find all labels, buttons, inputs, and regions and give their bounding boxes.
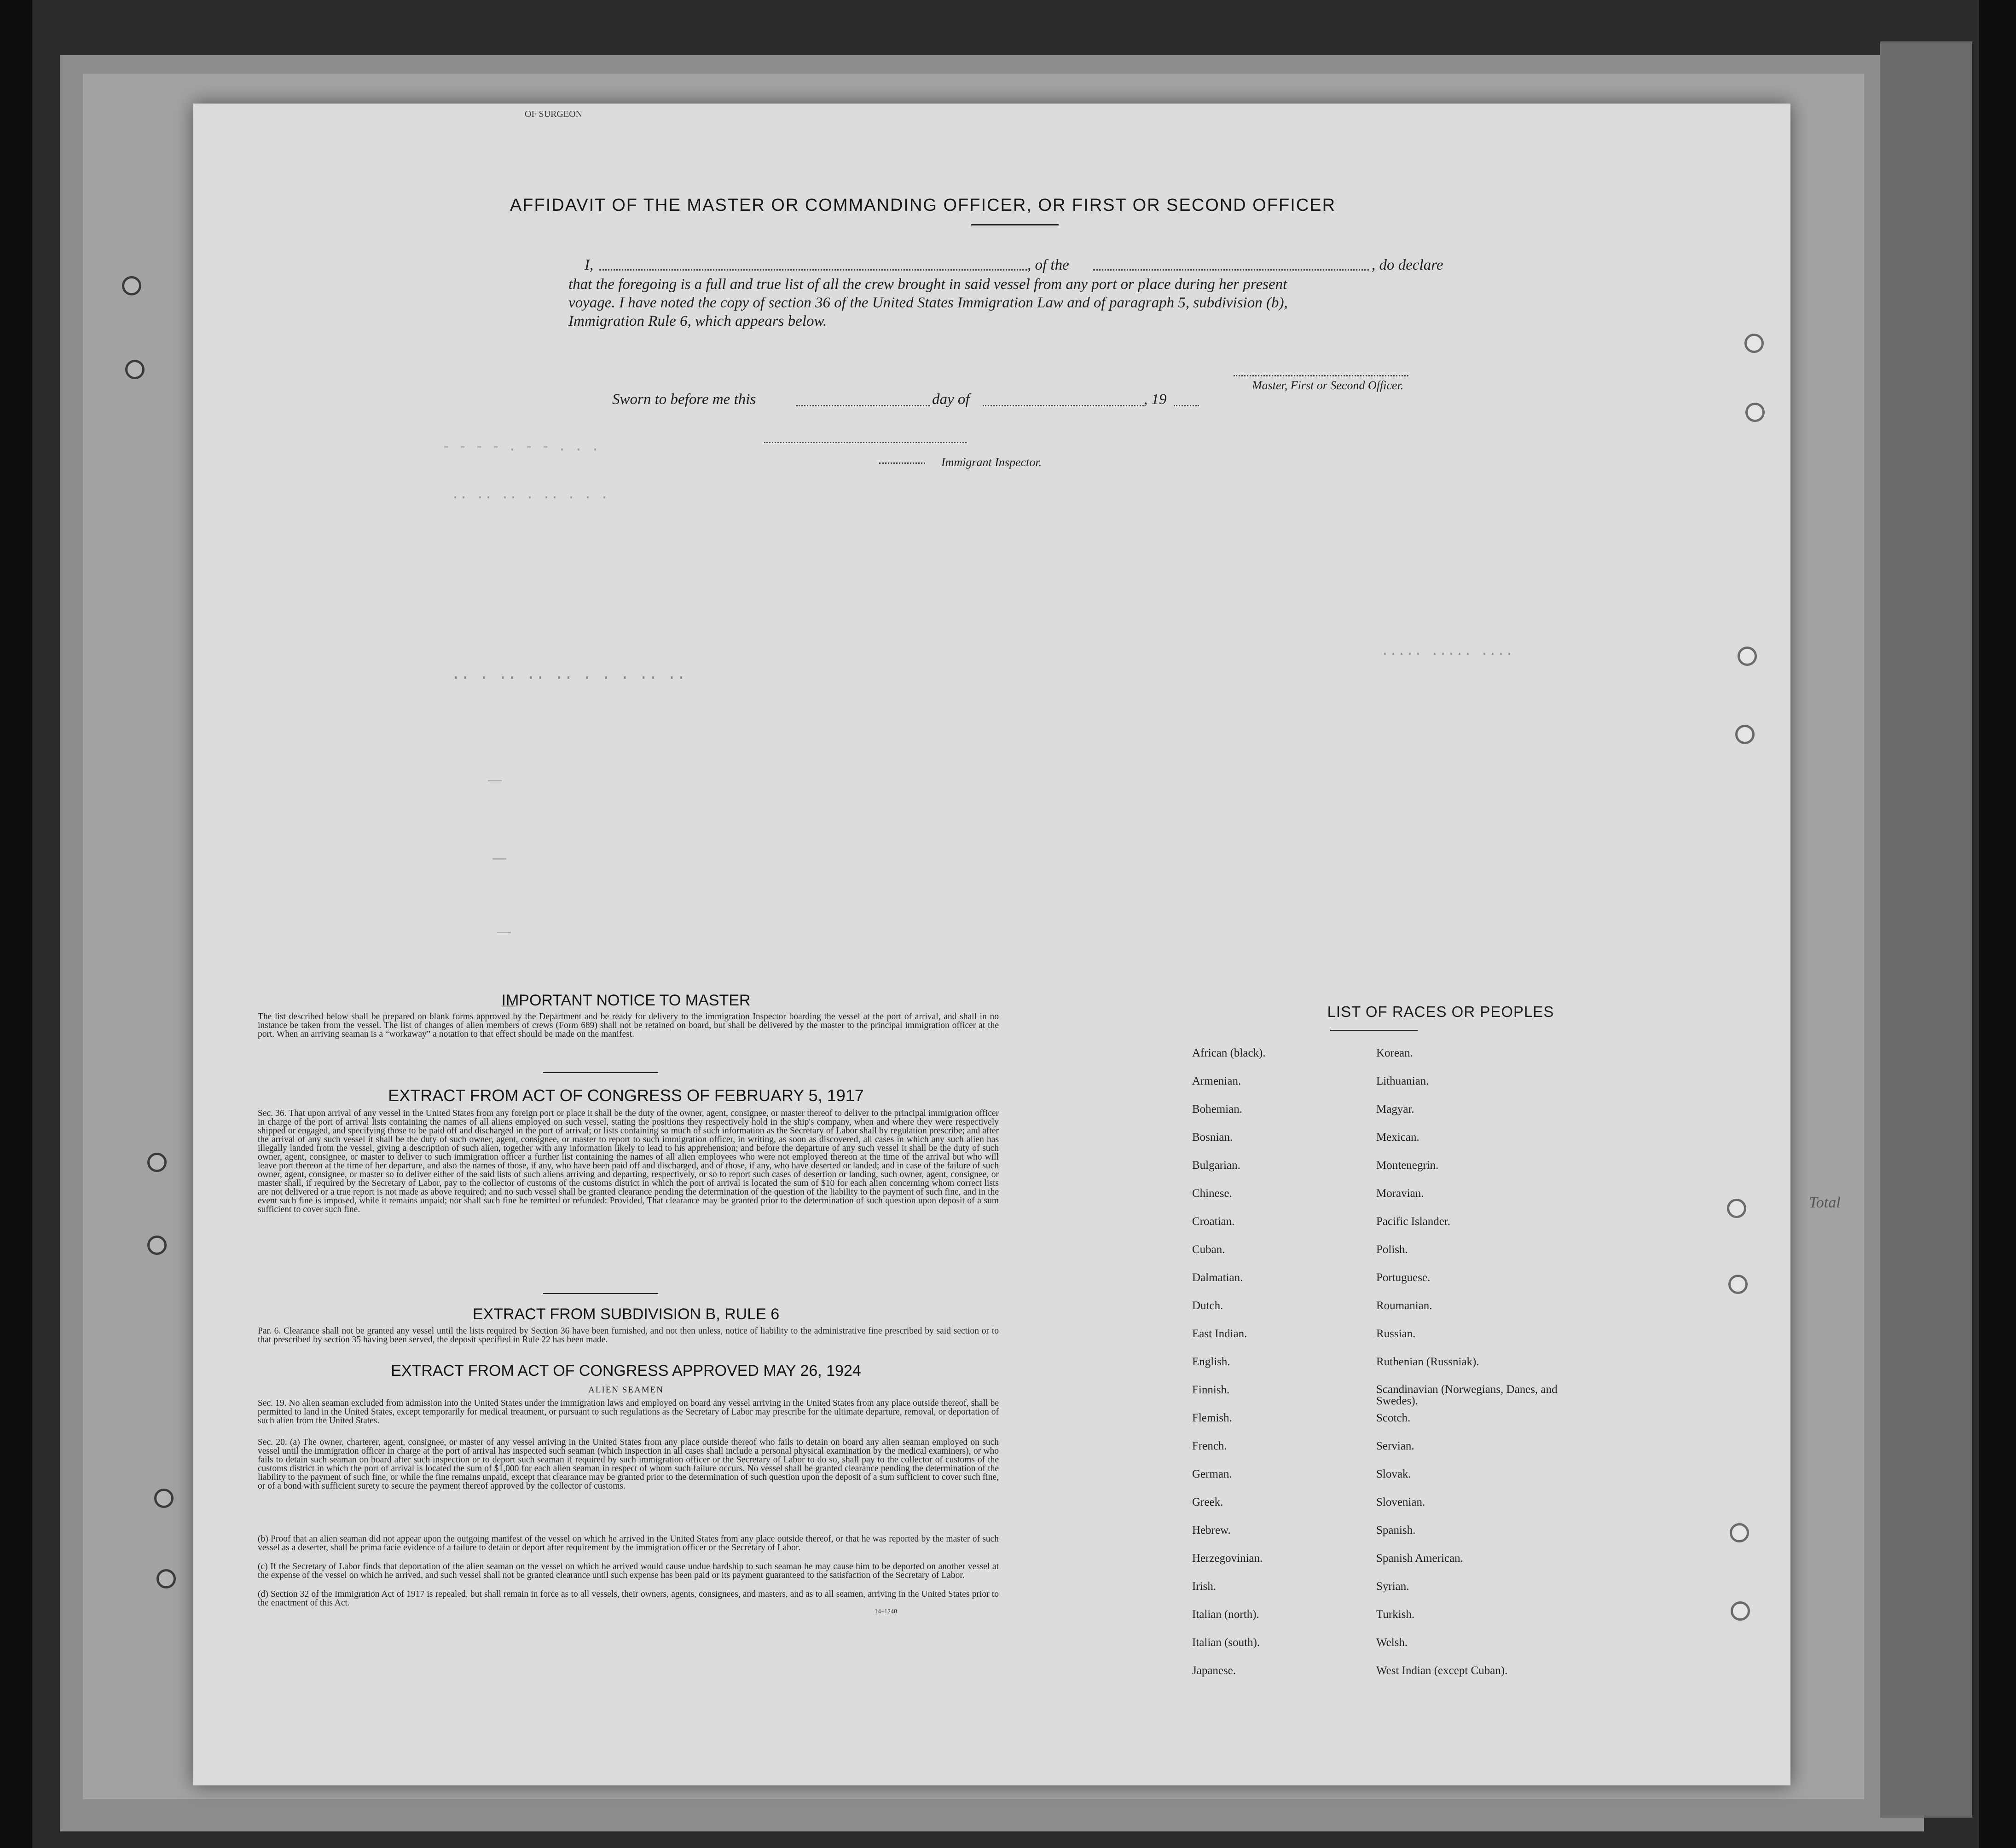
race-item: Slovak. <box>1376 1468 1411 1480</box>
race-item: Armenian. <box>1192 1075 1241 1087</box>
race-item: Irish. <box>1192 1580 1217 1593</box>
race-item: Polish. <box>1376 1243 1408 1256</box>
race-item: West Indian (except Cuban). <box>1376 1664 1508 1677</box>
name-field[interactable] <box>599 269 1027 271</box>
right-page-edge <box>1880 41 1972 1818</box>
section-divider <box>543 1293 658 1294</box>
affidavit-i-label: I, <box>585 257 594 273</box>
page-hole <box>1730 1523 1749 1542</box>
race-item: English. <box>1192 1356 1230 1368</box>
top-edge-text: OF SURGEON <box>525 109 583 119</box>
bleed-through-mark <box>497 932 511 933</box>
race-item: Spanish American. <box>1376 1552 1463 1565</box>
sworn-label: Sworn to before me this <box>612 391 756 408</box>
race-item: Syrian. <box>1376 1580 1409 1593</box>
race-item: Italian (south). <box>1192 1636 1260 1649</box>
race-item: Roumanian. <box>1376 1299 1432 1312</box>
race-item: Japanese. <box>1192 1664 1236 1677</box>
race-item: Mexican. <box>1376 1131 1419 1143</box>
binder-hole <box>125 360 145 379</box>
race-item: Herzegovinian. <box>1192 1552 1263 1565</box>
subdivision-text: Par. 6. Clearance shall not be granted any vessel until the lists required by Section 36 have been furnished, and not then unless, notice of liability to the administrative fine prescribed by said section or to that prescribed by section 35 having been served, the deposit specified in Rule 22 has been made. <box>258 1326 999 1345</box>
race-item: Bosnian. <box>1192 1131 1233 1143</box>
section-20b-text: (b) Proof that an alien seaman did not appear upon the outgoing manifest of the vessel on which he arrived in the United States from any place outside thereof, or that he was reported by the master of such vessel as a deserter, shall be prima facie evidence of a failure to detain or deport after requirement by the immigration officer or the Secretary of Labor. <box>258 1534 999 1553</box>
inspector-label: Immigrant Inspector. <box>941 456 1042 469</box>
race-item: Croatian. <box>1192 1215 1235 1228</box>
sworn-year-field[interactable] <box>1174 405 1199 406</box>
affidavit-line-2: that the foregoing is a full and true list of all the crew brought in said vessel from any port or place during her present <box>568 276 1287 293</box>
race-item: Scotch. <box>1376 1412 1411 1424</box>
notice-title: IMPORTANT NOTICE TO MASTER <box>501 992 751 1009</box>
binder-hole <box>147 1153 167 1172</box>
page-hole <box>1728 1275 1748 1294</box>
master-signature-line[interactable] <box>1234 375 1408 376</box>
bleed-through-mark: - - - - . - - . . . <box>442 439 600 455</box>
section-20d-text: (d) Section 32 of the Immigration Act of 1917 is repealed, but shall remain in force as to all vessels, their owners, agents, consignees, and masters, and as to all seamen, arriving in the United States prior to the enactment of this Act. <box>258 1589 999 1608</box>
form-number: 14–1240 <box>875 1608 897 1615</box>
notice-text: The list described below shall be prepared on blank forms approved by the Department and be ready for delivery to the immigration Inspector boarding the vessel at the port of arrival, and shall in no instance be taken from the vessel. The list of changes of alien members of crews (Form 689) shall not be retained on board, but shall be delivered by the master to the principal immigration officer at the port. When an arriving seaman is a “workaway” a notation to that effect should be made on the manifest. <box>258 1012 999 1039</box>
race-item: Korean. <box>1376 1047 1413 1059</box>
section-19-text: Sec. 19. No alien seaman excluded from admission into the United States under the immigration laws and employed on board any vessel arriving in the United States from any place outside thereof, shall be permitted to land in the United States, except temporarily for medical treatment, or pursuant to such regulations as the Secretary of Labor may prescribe for the ultimate departure, removal, or deportation of such alien from the United States. <box>258 1398 999 1426</box>
affidavit-line-4: Immigration Rule 6, which appears below. <box>568 313 827 329</box>
page-hole <box>1738 647 1757 666</box>
race-item: Pacific Islander. <box>1376 1215 1451 1228</box>
master-signature-label: Master, First or Second Officer. <box>1252 379 1404 392</box>
inspector-signature-line[interactable] <box>764 442 967 443</box>
race-item: Cuban. <box>1192 1243 1225 1256</box>
alien-seamen-subtitle: ALIEN SEAMEN <box>588 1385 664 1395</box>
race-item: German. <box>1192 1468 1232 1480</box>
subdivision-title: EXTRACT FROM SUBDIVISION B, RULE 6 <box>472 1305 780 1323</box>
section-divider <box>543 1072 658 1073</box>
do-declare-label: , do declare <box>1372 257 1443 273</box>
page-hole <box>1731 1601 1750 1621</box>
extract-1917-text: Sec. 36. That upon arrival of any vessel in the United States from any foreign port or place it shall be the duty of the owner, agent, consignee, or master thereof to deliver to the principal immigration officer in charge of the port of arrival lists containing the names of all aliens employed on such vessel, stating the positions they respectively hold in the ship's company, when and where they were respectively shipped or engaged, and specifying those to be paid off and discharged in the port of arrival; or lists containing so much of such information as the Secretary of Labor shall by regulation prescribe; and after the arrival of any such vessel it shall be the duty of such owner, agent, consignee, or master to report to such immigration officer, in writing, as soon as discovered, all cases in which any such alien has illegally landed from the vessel, giving a description of such alien, together with any information likely to lead to his apprehension; and before the departure of any such vessel it shall be the duty of such owner, agent, consignee, or master to deliver to such immigration officer a further list containing the names of all alien employees who were not employed thereon at the time of the arrival but who will leave port thereon at the time of her departure, and also the names of those, if any, who have been paid off and discharged, and of those, if any, who have deserted or landed; and in case of the failure of such owner, agent, consignee, or master so to deliver either of the said lists of such aliens arriving and departing, respectively, or so to report such cases of desertion or landing, such owner, agent, consignee, or master shall, if required by the Secretary of Labor, pay to the collector of customs of the customs district in which the port of arrival is located the sum of $10 for each alien concerning whom correct lists are not delivered or a true report is not made as above required; and no such vessel shall be granted clearance pending the determination of the question of the liability to the payment of such fine, and in the event such fine is imposed, while it remains unpaid; nor shall such fine be remitted or refunded: Provided, That clearance may be granted prior to the determination of such question upon deposit of a sum sufficient to cover such fine. <box>258 1109 999 1214</box>
page-hole <box>1727 1199 1746 1218</box>
race-item: Hebrew. <box>1192 1524 1231 1536</box>
sworn-day-field[interactable] <box>796 405 930 406</box>
bleed-through-mark <box>492 858 506 860</box>
film-border-left <box>0 0 32 1848</box>
race-item: French. <box>1192 1440 1227 1452</box>
of-the-label: , of the <box>1027 257 1069 273</box>
race-item: Finnish. <box>1192 1384 1230 1396</box>
page-hole <box>1745 403 1765 422</box>
race-item: East Indian. <box>1192 1328 1247 1340</box>
binder-hole <box>154 1489 174 1508</box>
inspector-signature-lead <box>879 462 925 464</box>
race-item: Ruthenian (Russniak). <box>1376 1356 1479 1368</box>
bleed-through-mark: ····· ····· ···· <box>1381 647 1514 662</box>
binder-hole <box>156 1569 176 1588</box>
page-hole <box>1744 334 1764 353</box>
section-20a-text: Sec. 20. (a) The owner, charterer, agent, consignee, or master of any vessel arriving in the United States from any place outside thereof who fails to detain on board any alien seaman employed on such vessel until the immigration officer in charge at the port of arrival has inspected such seaman (which inspection in all cases shall include a personal physical examination by the medical examiners), or who fails to detain such seaman on board after such inspection or to deport such seaman if required by such immigration officer or the Secretary of Labor to do so, shall pay to the collector of customs of the customs district in which the port of arrival is located the sum of $1,000 for each alien seaman in respect of whom such failure occurs. No vessel shall be granted clearance pending the determination of the liability to the payment of such fine, or while the fine remains unpaid, except that clearance may be granted prior to the determination of such question upon the deposit of a sum sufficient to cover such fine, or of a bond with sufficient surety to secure the payment thereof approved by the collector of customs. <box>258 1438 999 1491</box>
year-label: , 19 <box>1144 391 1167 408</box>
race-item: Bulgarian. <box>1192 1159 1240 1172</box>
races-title: LIST OF RACES OR PEOPLES <box>1327 1003 1554 1020</box>
race-item: Servian. <box>1376 1440 1414 1452</box>
vessel-field[interactable] <box>1093 269 1369 271</box>
race-item: Moravian. <box>1376 1187 1424 1200</box>
race-item: Portuguese. <box>1376 1271 1431 1284</box>
race-item: Magyar. <box>1376 1103 1414 1115</box>
race-item: Russian. <box>1376 1328 1416 1340</box>
film-border-right <box>1979 0 2016 1848</box>
day-of-label: day of <box>932 391 970 408</box>
race-item: Dalmatian. <box>1192 1271 1243 1284</box>
race-item: Italian (north). <box>1192 1608 1259 1621</box>
sworn-month-field[interactable] <box>983 405 1144 406</box>
title-underline <box>971 224 1059 225</box>
binder-hole <box>122 276 141 295</box>
race-item: Scandinavian (Norwegians, Danes, and Swedes). <box>1376 1383 1558 1407</box>
race-item: Flemish. <box>1192 1412 1232 1424</box>
race-item: Welsh. <box>1376 1636 1408 1649</box>
affidavit-form-page <box>193 104 1841 1785</box>
race-item: Spanish. <box>1376 1524 1416 1536</box>
extract-1924-title: EXTRACT FROM ACT OF CONGRESS APPROVED MAY 26, 1924 <box>391 1362 861 1380</box>
bleed-through-mark: ·· · ·· ·· ·· · · · ·· ·· <box>451 670 686 687</box>
total-label: Total <box>1809 1194 1841 1211</box>
race-item: African (black). <box>1192 1047 1266 1059</box>
bleed-through-mark <box>488 780 502 781</box>
race-item: Turkish. <box>1376 1608 1415 1621</box>
extract-1917-title: EXTRACT FROM ACT OF CONGRESS OF FEBRUARY 5, 1917 <box>388 1086 864 1105</box>
races-title-underline <box>1330 1030 1418 1031</box>
affidavit-line-3: voyage. I have noted the copy of section 36 of the United States Immigration Law and of paragraph 5, subdivision (b), <box>568 295 1288 311</box>
affidavit-title: AFFIDAVIT OF THE MASTER OR COMMANDING OFFICER, OR FIRST OR SECOND OFFICER <box>510 196 1336 215</box>
race-item: Slovenian. <box>1376 1496 1425 1508</box>
page-hole <box>1735 725 1755 744</box>
race-item: Bohemian. <box>1192 1103 1243 1115</box>
race-item: Greek. <box>1192 1496 1223 1508</box>
race-item: Lithuanian. <box>1376 1075 1429 1087</box>
race-item: Montenegrin. <box>1376 1159 1439 1172</box>
binder-hole <box>147 1236 167 1255</box>
race-item: Chinese. <box>1192 1187 1232 1200</box>
race-item: Dutch. <box>1192 1299 1223 1312</box>
section-20c-text: (c) If the Secretary of Labor finds that deportation of the alien seaman on the vessel on which he arrived would cause undue hardship to such seaman he may cause him to be deported on another vessel at the expense of the vessel on which he arrived, and such vessel shall not be granted clearance until such expense has been paid or its payment guaranteed to the satisfaction of the Secretary of Labor. <box>258 1562 999 1580</box>
bleed-through-mark: ·· ·· ·· · ·· · · · <box>451 490 609 506</box>
